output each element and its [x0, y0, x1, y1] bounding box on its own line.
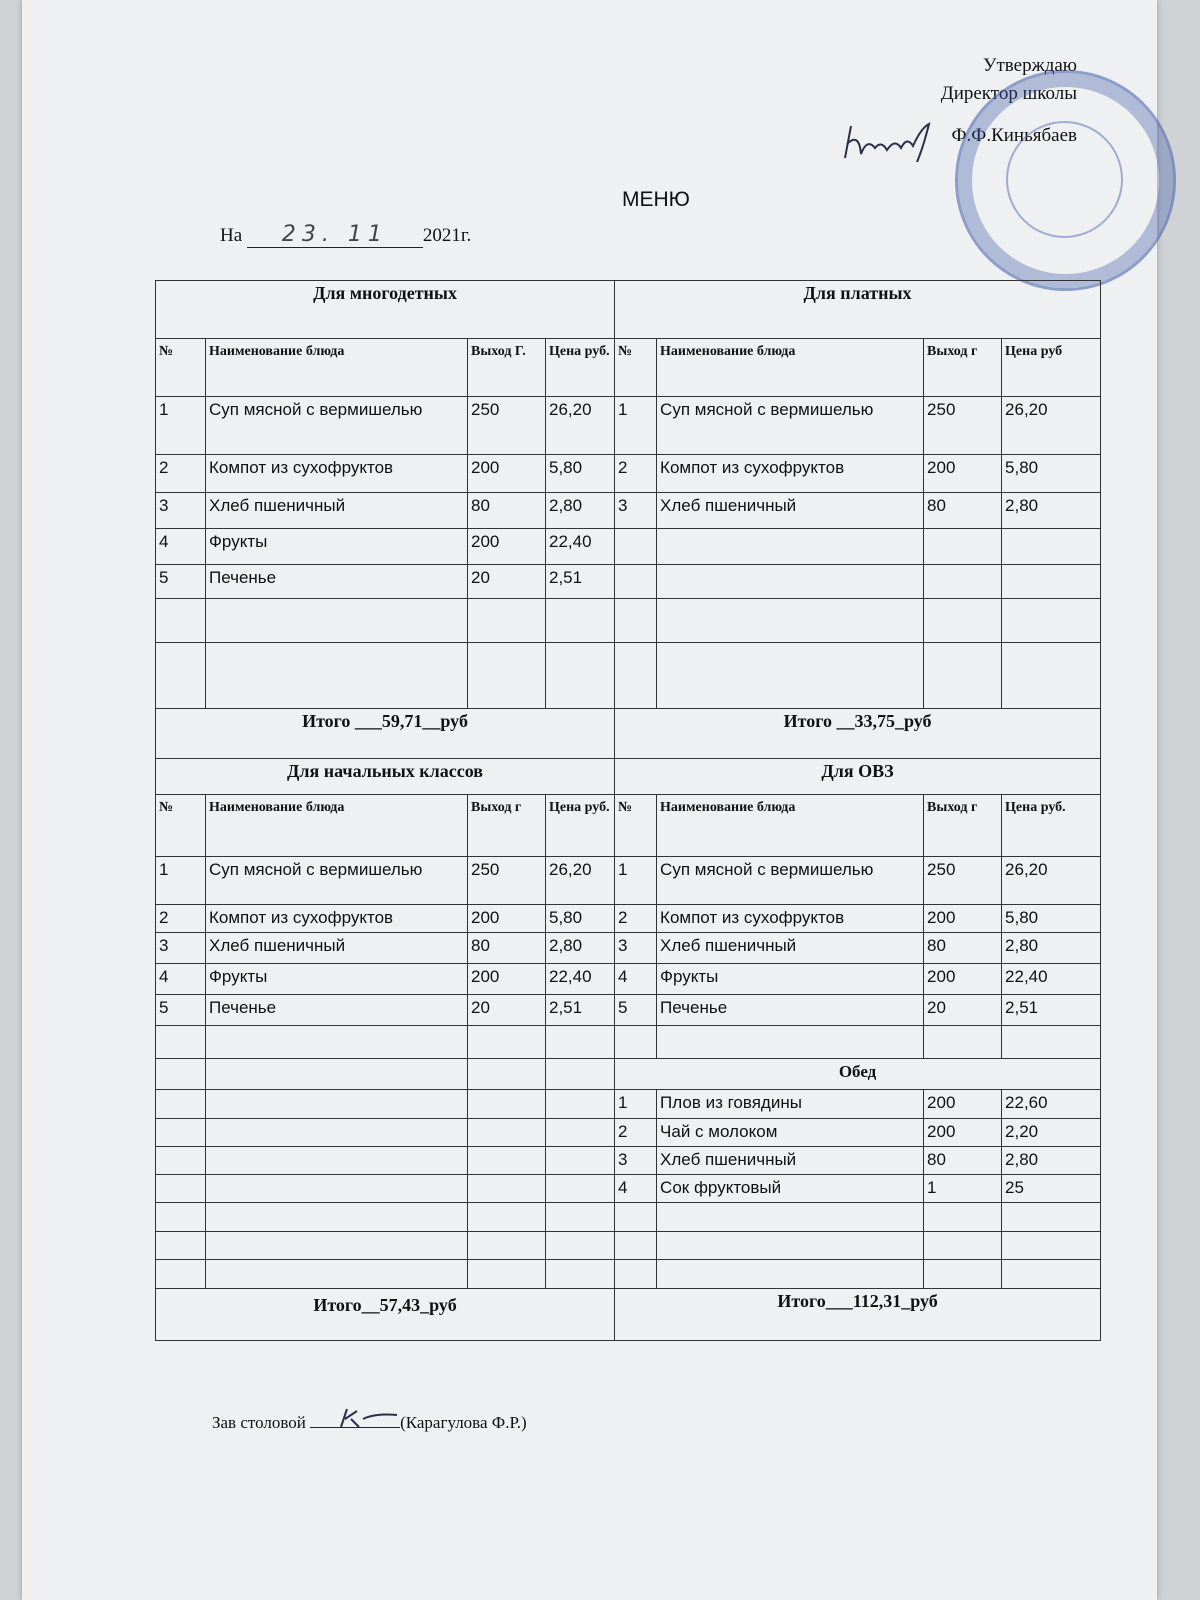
table-row: [156, 964, 1101, 995]
left-cell-price: 22,40: [546, 529, 615, 565]
section-title-primary: Для начальных классов: [156, 759, 615, 795]
right-cell-price: 26,20: [1002, 397, 1101, 455]
left-cell-name: Компот из сухофруктов: [206, 455, 468, 493]
left-cell-name: [206, 1260, 468, 1289]
left-cell-name: [206, 643, 468, 709]
menu-table: [155, 280, 1101, 1341]
right-cell-name: Печенье: [657, 995, 924, 1026]
lunch-cell-output: 200: [924, 1119, 1002, 1147]
right-cell-price: 22,40: [1002, 964, 1101, 995]
director-signature: [837, 118, 947, 168]
left-cell-output: 200: [468, 529, 546, 565]
left-cell-no: [156, 1026, 206, 1059]
left-cell-output: 20: [468, 565, 546, 599]
date-suffix: 2021г.: [422, 225, 472, 246]
footer-label: Зав столовой: [212, 1413, 306, 1432]
right-cell-output: 80: [924, 933, 1002, 964]
lunch-cell-price: 2,20: [1002, 1119, 1101, 1147]
lunch-cell-no: [615, 1232, 657, 1260]
left-cell-output: [468, 1026, 546, 1059]
left-cell-output: [468, 643, 546, 709]
right-cell-price: [1002, 565, 1101, 599]
section-1-totals: [156, 709, 1101, 857]
right-cell-name: [657, 529, 924, 565]
col-header-name: Наименование блюда: [206, 339, 468, 397]
right-cell-name: Суп мясной с вермишелью: [657, 397, 924, 455]
right-cell-price: 2,80: [1002, 933, 1101, 964]
left-cell-no: 2: [156, 905, 206, 933]
left-cell-no: 1: [156, 857, 206, 905]
approval-name: Ф.Ф.Киньябаев: [951, 125, 1077, 146]
left-cell-price: 5,80: [546, 455, 615, 493]
lunch-cell-no: 2: [615, 1119, 657, 1147]
left-cell-no: 5: [156, 565, 206, 599]
left-cell-output: 200: [468, 905, 546, 933]
left-cell-output: 80: [468, 493, 546, 529]
left-cell-name: [206, 1232, 468, 1260]
left-cell-no: [156, 1260, 206, 1289]
right-cell-no: 3: [615, 933, 657, 964]
right-cell-no: [615, 565, 657, 599]
right-cell-no: 3: [615, 493, 657, 529]
lunch-cell-output: [924, 1203, 1002, 1232]
left-cell-no: [156, 1090, 206, 1119]
left-cell-name: Фрукты: [206, 529, 468, 565]
right-cell-no: [615, 529, 657, 565]
col-header-output: Выход Г.: [468, 339, 546, 397]
col-header-no: №: [615, 795, 657, 857]
left-cell-no: 2: [156, 455, 206, 493]
left-cell-name: [206, 1119, 468, 1147]
lunch-cell-no: 3: [615, 1147, 657, 1175]
col-header-price: Цена руб: [1002, 339, 1101, 397]
left-cell-price: [546, 1090, 615, 1119]
right-cell-output: 80: [924, 493, 1002, 529]
right-cell-price: [1002, 1026, 1101, 1059]
left-cell-price: [546, 1059, 615, 1090]
left-cell-output: 200: [468, 964, 546, 995]
date-value: 23. 11: [247, 222, 423, 248]
lunch-cell-output: 80: [924, 1147, 1002, 1175]
right-cell-output: [924, 599, 1002, 643]
right-cell-name: Компот из сухофруктов: [657, 905, 924, 933]
right-cell-output: 200: [924, 455, 1002, 493]
right-cell-price: 2,80: [1002, 493, 1101, 529]
page-title: МЕНЮ: [622, 188, 690, 211]
right-cell-output: 250: [924, 857, 1002, 905]
left-cell-name: Хлеб пшеничный: [206, 933, 468, 964]
right-cell-name: [657, 599, 924, 643]
right-cell-output: 200: [924, 905, 1002, 933]
lunch-cell-no: 1: [615, 1090, 657, 1119]
right-cell-no: [615, 643, 657, 709]
right-cell-no: 2: [615, 905, 657, 933]
right-cell-no: 4: [615, 964, 657, 995]
table-row: [156, 529, 1101, 565]
left-cell-name: [206, 1175, 468, 1203]
right-cell-price: 26,20: [1002, 857, 1101, 905]
left-cell-price: [546, 1203, 615, 1232]
left-cell-price: [546, 599, 615, 643]
col-header-output: Выход г: [924, 339, 1002, 397]
table-row: [156, 1232, 1101, 1260]
left-cell-name: [206, 1203, 468, 1232]
left-cell-output: [468, 1059, 546, 1090]
right-cell-price: 2,51: [1002, 995, 1101, 1026]
table-row: [156, 565, 1101, 599]
left-cell-name: [206, 599, 468, 643]
left-cell-price: 2,80: [546, 493, 615, 529]
left-cell-name: [206, 1059, 468, 1090]
lunch-cell-price: 2,80: [1002, 1147, 1101, 1175]
left-cell-name: Фрукты: [206, 964, 468, 995]
lunch-cell-name: Плов из говядины: [657, 1090, 924, 1119]
left-cell-no: 4: [156, 529, 206, 565]
left-cell-name: Печенье: [206, 565, 468, 599]
right-cell-name: Хлеб пшеничный: [657, 933, 924, 964]
left-cell-price: [546, 1119, 615, 1147]
footer-name: (Карагулова Ф.Р.): [400, 1413, 527, 1432]
left-cell-no: [156, 599, 206, 643]
table-row: [156, 599, 1101, 643]
left-cell-name: Компот из сухофруктов: [206, 905, 468, 933]
right-cell-price: 5,80: [1002, 455, 1101, 493]
left-cell-price: [546, 1026, 615, 1059]
left-cell-no: 3: [156, 493, 206, 529]
lunch-cell-output: 200: [924, 1090, 1002, 1119]
right-cell-price: [1002, 529, 1101, 565]
right-cell-output: 20: [924, 995, 1002, 1026]
left-cell-output: [468, 1147, 546, 1175]
lunch-cell-output: [924, 1232, 1002, 1260]
left-cell-output: 20: [468, 995, 546, 1026]
right-cell-name: [657, 565, 924, 599]
right-cell-price: 5,80: [1002, 905, 1101, 933]
left-cell-price: [546, 643, 615, 709]
left-cell-output: 250: [468, 857, 546, 905]
right-cell-name: Фрукты: [657, 964, 924, 995]
col-header-name: Наименование блюда: [657, 339, 924, 397]
left-cell-price: 2,51: [546, 565, 615, 599]
left-cell-no: [156, 1059, 206, 1090]
lunch-cell-price: [1002, 1260, 1101, 1289]
right-cell-no: [615, 599, 657, 643]
left-cell-name: Хлеб пшеничный: [206, 493, 468, 529]
left-cell-no: 3: [156, 933, 206, 964]
section-title-ovz: Для ОВЗ: [615, 759, 1101, 795]
left-cell-output: [468, 1260, 546, 1289]
lunch-cell-output: [924, 1260, 1002, 1289]
left-cell-name: Суп мясной с вермишелью: [206, 397, 468, 455]
right-cell-no: 1: [615, 397, 657, 455]
lunch-cell-name: [657, 1203, 924, 1232]
lunch-cell-price: [1002, 1203, 1101, 1232]
left-cell-name: Печенье: [206, 995, 468, 1026]
lunch-cell-name: [657, 1260, 924, 1289]
right-cell-no: 1: [615, 857, 657, 905]
col-header-name: Наименование блюда: [206, 795, 468, 857]
table-row: [156, 905, 1101, 933]
left-cell-output: [468, 1090, 546, 1119]
section-1-rows: [156, 397, 1101, 709]
left-cell-no: [156, 1147, 206, 1175]
left-cell-output: 200: [468, 455, 546, 493]
lunch-cell-name: Чай с молоком: [657, 1119, 924, 1147]
lunch-cell-price: [1002, 1232, 1101, 1260]
school-stamp: [955, 70, 1176, 291]
left-cell-no: [156, 1203, 206, 1232]
left-cell-no: [156, 643, 206, 709]
section-title-paid: Для платных: [615, 281, 1101, 339]
col-header-no: №: [156, 795, 206, 857]
right-cell-name: [657, 1026, 924, 1059]
total-primary: Итого__57,43_руб: [156, 1289, 615, 1341]
left-cell-output: 250: [468, 397, 546, 455]
left-cell-no: [156, 1175, 206, 1203]
table-row: [156, 493, 1101, 529]
right-cell-output: 250: [924, 397, 1002, 455]
lunch-cell-output: 1: [924, 1175, 1002, 1203]
right-cell-name: Хлеб пшеничный: [657, 493, 924, 529]
table-row: [156, 857, 1101, 905]
right-cell-output: 200: [924, 964, 1002, 995]
total-ovz: Итого___112,31_руб: [615, 1289, 1101, 1341]
left-cell-name: [206, 1026, 468, 1059]
right-cell-output: [924, 643, 1002, 709]
table-row: [156, 1119, 1101, 1147]
left-cell-output: 80: [468, 933, 546, 964]
section-2-totals: [156, 1289, 1101, 1341]
lunch-cell-name: Сок фруктовый: [657, 1175, 924, 1203]
right-cell-price: [1002, 599, 1101, 643]
lunch-cell-name: [657, 1232, 924, 1260]
left-cell-no: [156, 1232, 206, 1260]
left-cell-no: 5: [156, 995, 206, 1026]
approval-title: Утверждаю: [983, 55, 1077, 76]
col-header-no: №: [156, 339, 206, 397]
lunch-cell-no: [615, 1260, 657, 1289]
left-cell-price: [546, 1175, 615, 1203]
left-cell-price: 2,51: [546, 995, 615, 1026]
left-cell-price: 26,20: [546, 857, 615, 905]
left-cell-no: [156, 1119, 206, 1147]
table-row: [156, 643, 1101, 709]
left-cell-price: 2,80: [546, 933, 615, 964]
left-cell-output: [468, 1175, 546, 1203]
right-cell-no: 5: [615, 995, 657, 1026]
lunch-cell-no: [615, 1203, 657, 1232]
right-cell-name: [657, 643, 924, 709]
right-cell-name: Суп мясной с вермишелью: [657, 857, 924, 905]
table-row: [156, 1026, 1101, 1059]
lunch-cell-price: 22,60: [1002, 1090, 1101, 1119]
date-prefix: На: [220, 225, 243, 246]
lunch-cell-price: 25: [1002, 1175, 1101, 1203]
left-cell-price: 26,20: [546, 397, 615, 455]
canteen-signature: [335, 1405, 405, 1431]
table-row: [156, 1175, 1101, 1203]
section-title-large-families: Для многодетных: [156, 281, 615, 339]
table-row: [156, 933, 1101, 964]
table-row: [156, 1260, 1101, 1289]
left-cell-price: 5,80: [546, 905, 615, 933]
approval-position: Директор школы: [940, 83, 1077, 104]
left-cell-price: [546, 1260, 615, 1289]
col-header-name: Наименование блюда: [657, 795, 924, 857]
left-cell-no: 4: [156, 964, 206, 995]
table-row: [156, 1059, 1101, 1090]
left-cell-output: [468, 1203, 546, 1232]
left-cell-name: Суп мясной с вермишелью: [206, 857, 468, 905]
table-row: [156, 1147, 1101, 1175]
left-cell-no: 1: [156, 397, 206, 455]
table-row: [156, 397, 1101, 455]
left-cell-output: [468, 1119, 546, 1147]
col-header-no: №: [615, 339, 657, 397]
right-cell-no: [615, 1026, 657, 1059]
table-row: [156, 995, 1101, 1026]
left-cell-name: [206, 1147, 468, 1175]
table-row: [156, 455, 1101, 493]
table-row: [156, 1203, 1101, 1232]
left-cell-output: [468, 599, 546, 643]
lunch-cell-name: Хлеб пшеничный: [657, 1147, 924, 1175]
section-2-rows: [156, 857, 1101, 1289]
lunch-title: Обед: [615, 1059, 1101, 1090]
left-cell-price: 22,40: [546, 964, 615, 995]
left-cell-price: [546, 1232, 615, 1260]
menu-date: [220, 222, 471, 248]
total-large-families: Итого ___59,71__руб: [156, 709, 615, 759]
col-header-output: Выход г: [468, 795, 546, 857]
right-cell-output: [924, 529, 1002, 565]
col-header-price: Цена руб.: [546, 795, 615, 857]
lunch-cell-no: 4: [615, 1175, 657, 1203]
total-paid: Итого __33,75_руб: [615, 709, 1101, 759]
col-header-output: Выход г: [924, 795, 1002, 857]
left-cell-price: [546, 1147, 615, 1175]
right-cell-name: Компот из сухофруктов: [657, 455, 924, 493]
left-cell-name: [206, 1090, 468, 1119]
right-cell-no: 2: [615, 455, 657, 493]
col-header-price: Цена руб.: [546, 339, 615, 397]
left-cell-output: [468, 1232, 546, 1260]
right-cell-output: [924, 1026, 1002, 1059]
right-cell-output: [924, 565, 1002, 599]
section-1: [156, 281, 1101, 397]
right-cell-price: [1002, 643, 1101, 709]
col-header-price: Цена руб.: [1002, 795, 1101, 857]
table-row: [156, 1090, 1101, 1119]
